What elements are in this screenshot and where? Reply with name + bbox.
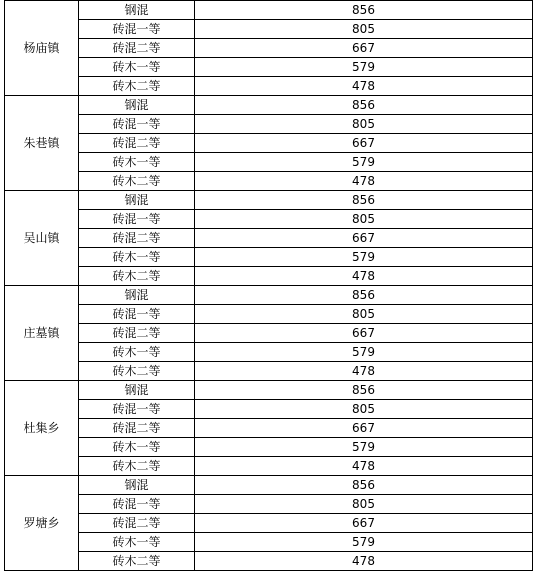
table-row bbox=[5, 438, 533, 457]
structure-type-cell: 砖木一等 bbox=[79, 343, 195, 362]
town-name-cell: 罗塘乡 bbox=[5, 476, 79, 571]
structure-type-cell: 砖混二等 bbox=[79, 419, 195, 438]
table-row bbox=[5, 305, 533, 324]
price-value-cell: 805 bbox=[195, 495, 533, 514]
table-row bbox=[5, 362, 533, 381]
structure-type-cell: 砖木二等 bbox=[79, 362, 195, 381]
structure-type-cell: 砖混一等 bbox=[79, 115, 195, 134]
structure-type-cell: 砖混一等 bbox=[79, 495, 195, 514]
structure-type-cell: 砖木二等 bbox=[79, 77, 195, 96]
price-value-cell: 856 bbox=[195, 381, 533, 400]
price-value-cell: 667 bbox=[195, 39, 533, 58]
town-name-cell: 朱巷镇 bbox=[5, 96, 79, 191]
town-name-cell: 庄墓镇 bbox=[5, 286, 79, 381]
table-row bbox=[5, 248, 533, 267]
table-row bbox=[5, 58, 533, 77]
price-value-cell: 805 bbox=[195, 115, 533, 134]
table-row bbox=[5, 96, 533, 115]
table-row bbox=[5, 77, 533, 96]
table-row bbox=[5, 457, 533, 476]
structure-type-cell: 砖混二等 bbox=[79, 229, 195, 248]
table-row bbox=[5, 1, 533, 20]
table-row bbox=[5, 267, 533, 286]
table-row bbox=[5, 39, 533, 58]
structure-type-cell: 砖木二等 bbox=[79, 457, 195, 476]
table-row bbox=[5, 552, 533, 571]
structure-type-cell: 砖混一等 bbox=[79, 400, 195, 419]
price-value-cell: 579 bbox=[195, 248, 533, 267]
price-value-cell: 667 bbox=[195, 419, 533, 438]
price-value-cell: 667 bbox=[195, 324, 533, 343]
price-value-cell: 856 bbox=[195, 96, 533, 115]
table-row bbox=[5, 210, 533, 229]
price-value-cell: 478 bbox=[195, 362, 533, 381]
price-value-cell: 805 bbox=[195, 305, 533, 324]
structure-type-cell: 钢混 bbox=[79, 191, 195, 210]
table-row bbox=[5, 134, 533, 153]
table-row bbox=[5, 533, 533, 552]
table-row bbox=[5, 476, 533, 495]
price-value-cell: 856 bbox=[195, 191, 533, 210]
price-value-cell: 478 bbox=[195, 552, 533, 571]
price-value-cell: 579 bbox=[195, 533, 533, 552]
price-value-cell: 667 bbox=[195, 514, 533, 533]
structure-type-cell: 砖木二等 bbox=[79, 552, 195, 571]
table-body bbox=[5, 1, 533, 571]
town-name-cell: 杜集乡 bbox=[5, 381, 79, 476]
structure-type-cell: 砖混二等 bbox=[79, 39, 195, 58]
structure-type-cell: 砖混一等 bbox=[79, 20, 195, 39]
structure-type-cell: 砖混一等 bbox=[79, 210, 195, 229]
table-row bbox=[5, 191, 533, 210]
structure-type-cell: 砖混二等 bbox=[79, 514, 195, 533]
table-row bbox=[5, 115, 533, 134]
price-value-cell: 478 bbox=[195, 457, 533, 476]
price-value-cell: 856 bbox=[195, 286, 533, 305]
price-value-cell: 478 bbox=[195, 267, 533, 286]
structure-type-cell: 钢混 bbox=[79, 476, 195, 495]
table-row bbox=[5, 153, 533, 172]
price-value-cell: 478 bbox=[195, 172, 533, 191]
structure-type-cell: 钢混 bbox=[79, 96, 195, 115]
table-row bbox=[5, 514, 533, 533]
town-name-cell: 吴山镇 bbox=[5, 191, 79, 286]
structure-type-cell: 砖木一等 bbox=[79, 438, 195, 457]
price-value-cell: 579 bbox=[195, 58, 533, 77]
structure-type-cell: 砖混二等 bbox=[79, 324, 195, 343]
price-value-cell: 805 bbox=[195, 400, 533, 419]
table-row bbox=[5, 381, 533, 400]
structure-type-cell: 砖木二等 bbox=[79, 267, 195, 286]
structure-type-cell: 钢混 bbox=[79, 381, 195, 400]
structure-type-cell: 钢混 bbox=[79, 286, 195, 305]
structure-type-cell: 砖木一等 bbox=[79, 58, 195, 77]
structure-type-cell: 砖木二等 bbox=[79, 172, 195, 191]
price-value-cell: 579 bbox=[195, 153, 533, 172]
table-row bbox=[5, 286, 533, 305]
structure-type-cell: 砖混二等 bbox=[79, 134, 195, 153]
structure-type-cell: 砖混一等 bbox=[79, 305, 195, 324]
town-name-cell: 杨庙镇 bbox=[5, 1, 79, 96]
price-value-cell: 805 bbox=[195, 210, 533, 229]
price-value-cell: 667 bbox=[195, 229, 533, 248]
table-row bbox=[5, 343, 533, 362]
structure-type-cell: 砖木一等 bbox=[79, 153, 195, 172]
price-value-cell: 856 bbox=[195, 1, 533, 20]
table-row bbox=[5, 400, 533, 419]
price-value-cell: 579 bbox=[195, 438, 533, 457]
table-row bbox=[5, 324, 533, 343]
price-value-cell: 805 bbox=[195, 20, 533, 39]
price-table bbox=[4, 0, 533, 571]
table-row bbox=[5, 419, 533, 438]
price-value-cell: 579 bbox=[195, 343, 533, 362]
price-value-cell: 667 bbox=[195, 134, 533, 153]
table-row bbox=[5, 172, 533, 191]
table-row bbox=[5, 495, 533, 514]
structure-type-cell: 砖木一等 bbox=[79, 533, 195, 552]
price-value-cell: 856 bbox=[195, 476, 533, 495]
price-value-cell: 478 bbox=[195, 77, 533, 96]
table-row bbox=[5, 229, 533, 248]
structure-type-cell: 砖木一等 bbox=[79, 248, 195, 267]
structure-type-cell: 钢混 bbox=[79, 1, 195, 20]
table-row bbox=[5, 20, 533, 39]
